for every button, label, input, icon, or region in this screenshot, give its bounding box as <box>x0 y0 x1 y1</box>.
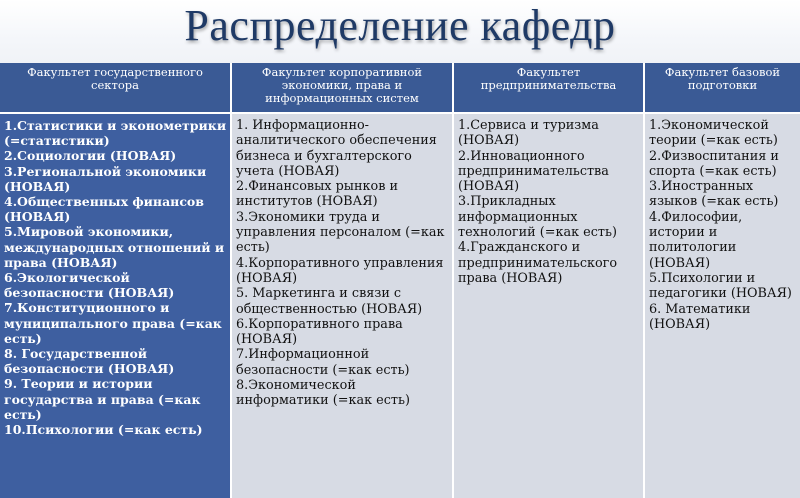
header-corporate-economics: Факультет корпоративной экономики, права и информационных систем <box>231 63 453 113</box>
department-item: 3.Иностранных языков (=как есть) <box>649 179 779 210</box>
department-item: 7.Информационной безопасности (=как есть) <box>236 347 410 378</box>
department-item: 9. Теории и истории государства и права (=как есть) <box>4 376 201 422</box>
department-item: 8. Государственной безопасности (НОВАЯ) <box>4 346 175 377</box>
department-item: 4.Гражданского и предпринимательского права (НОВАЯ) <box>458 240 618 286</box>
column-entrepreneurship <box>453 113 644 498</box>
department-item: 7.Конституционного и муниципального права (=как есть) <box>4 300 222 346</box>
department-item: 8.Экономической информатики (=как есть) <box>236 378 410 409</box>
department-item: 5.Психологии и педагогики (НОВАЯ) <box>649 270 792 302</box>
department-item: 4.Корпоративного управления (НОВАЯ) <box>236 255 444 286</box>
department-item: 1.Экономической теории (=как есть) <box>649 118 778 149</box>
column-state-sector <box>0 113 231 498</box>
department-item: 6.Корпоративного права (НОВАЯ) <box>236 316 403 348</box>
department-item: 1.Сервиса и туризма (НОВАЯ) <box>458 118 599 149</box>
department-item: 2.Инновационного предпринимательства (НОВАЯ) <box>458 148 609 195</box>
department-item: 1. Информационно-аналитического обеспечения бизнеса и бухгалтерского учета (НОВАЯ) <box>236 118 437 179</box>
department-item: 1.Статистики и эконометрики (=статистики) <box>4 118 227 149</box>
header-entrepreneurship: Факультет предпринимательства <box>453 63 644 113</box>
department-item: 10.Психологии (=как есть) <box>4 422 203 438</box>
header-basic-training: Факультет базовой подготовки <box>644 63 800 113</box>
department-item: 5.Мировой экономики, международных отношений и права (НОВАЯ) <box>4 224 225 270</box>
departments-table <box>0 63 800 498</box>
departments-row <box>0 113 800 498</box>
header-state-sector: Факультет государственного сектора <box>0 63 231 113</box>
department-item: 5. Маркетинга и связи с общественностью (НОВАЯ) <box>236 286 423 317</box>
department-item: 2.Финансовых рынков и институтов (НОВАЯ) <box>236 179 399 210</box>
department-item: 4.Философии, истории и политологии (НОВАЯ) <box>649 209 743 271</box>
department-item: 2.Социологии (НОВАЯ) <box>4 148 177 164</box>
page-title: Распределение кафедр <box>184 1 616 50</box>
column-corporate-economics <box>231 113 453 498</box>
department-item: 3.Прикладных информационных технологий (=как есть) <box>458 194 617 241</box>
department-item: 6.Экологической безопасности (НОВАЯ) <box>4 270 175 301</box>
department-item: 3.Региональной экономики (НОВАЯ) <box>4 163 207 194</box>
department-item: 3.Экономики труда и управления персоналом (=как есть) <box>236 209 445 256</box>
department-item: 4.Общественных финансов (НОВАЯ) <box>4 194 204 225</box>
column-basic-training <box>644 113 800 498</box>
header-row <box>0 63 800 113</box>
department-item: 2.Физвоспитания и спорта (=как есть) <box>649 148 779 179</box>
department-item: 6. Математики (НОВАЯ) <box>649 301 751 332</box>
